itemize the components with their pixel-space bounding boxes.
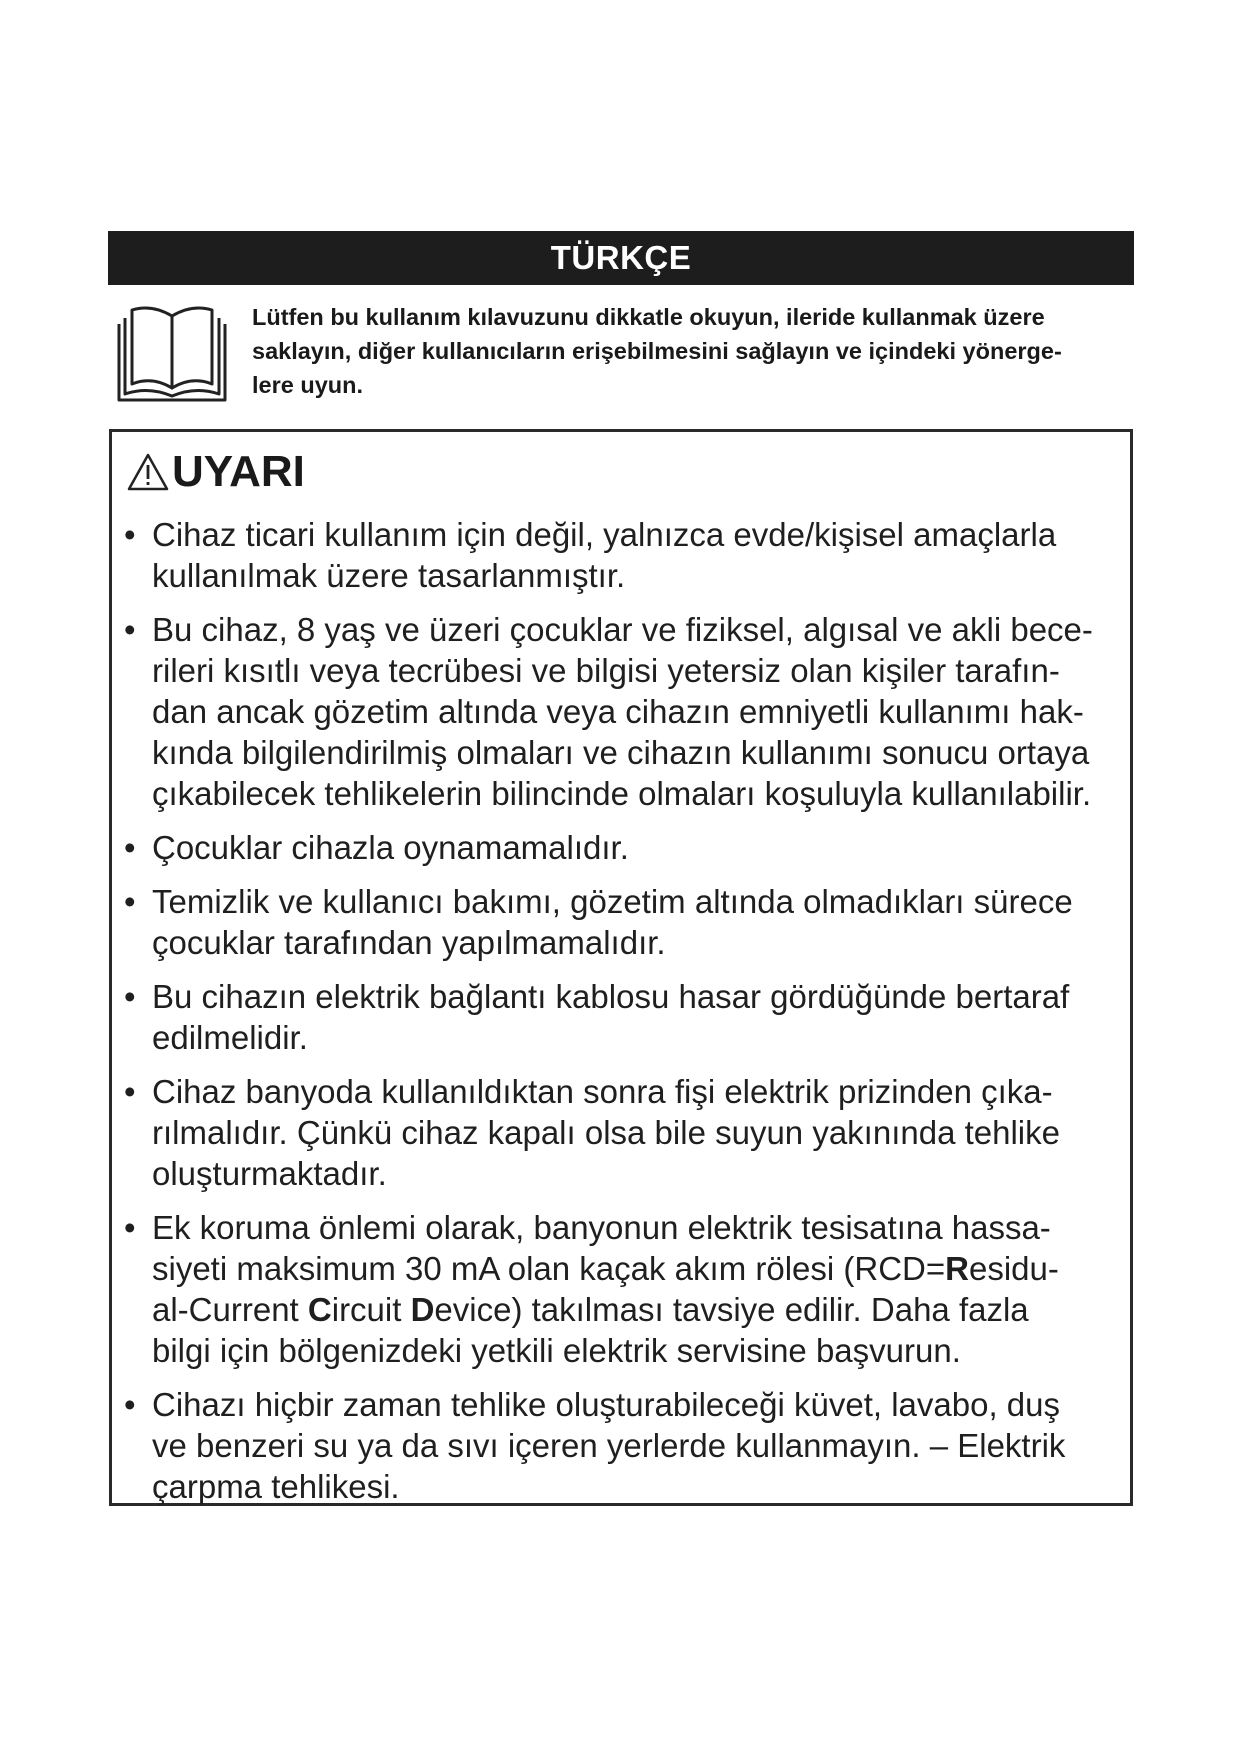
list-item	[124, 609, 1124, 814]
language-title: TÜRKÇE	[550, 239, 692, 276]
bullet: •	[124, 978, 136, 1015]
intro-line: saklayın, diğer kullanıcıların erişebilmesini sağlayın ve içindeki yönerge-	[252, 338, 1062, 364]
open-book-icon	[116, 304, 228, 404]
warning-triangle-icon	[126, 452, 170, 492]
item-line: Ek koruma önlemi olarak, banyonun elektrik tesisatına hassa-	[152, 1209, 1051, 1246]
list-item	[124, 1071, 1124, 1194]
item-line: Bu cihaz, 8 yaş ve üzeri çocuklar ve fiziksel, algısal ve akli bece-	[152, 611, 1093, 648]
item-line: Çocuklar cihazla oynamamalıdır.	[152, 829, 629, 866]
item-line: Temizlik ve kullanıcı bakımı, gözetim altında olmadıkları sürece	[152, 883, 1073, 920]
item-line: kında bilgilendirilmiş olmaları ve cihazın kullanımı sonucu ortaya	[152, 734, 1090, 771]
bullet: •	[124, 829, 136, 866]
item-line: rileri kısıtlı veya tecrübesi ve bilgisi yetersiz olan kişiler tarafın-	[152, 652, 1060, 689]
intro-line: Lütfen bu kullanım kılavuzunu dikkatle okuyun, ileride kullanmak üzere	[252, 304, 1045, 330]
warning-title	[126, 447, 305, 496]
acronym-letter: R	[945, 1250, 969, 1287]
intro-line: lere uyun.	[252, 372, 364, 398]
bullet: •	[124, 1386, 136, 1423]
language-header	[108, 231, 1134, 285]
text-segment: evice) takılması tavsiye edilir. Daha fazla	[434, 1291, 1029, 1328]
item-line: oluşturmaktadır.	[152, 1155, 387, 1192]
item-line: edilmelidir.	[152, 1019, 308, 1056]
bullet: •	[124, 883, 136, 920]
item-line: bilgi için bölgenizdeki yetkili elektrik servisine başvurun.	[152, 1332, 961, 1369]
list-item	[124, 827, 1124, 868]
bullet: •	[124, 516, 136, 553]
bullet: •	[124, 1073, 136, 1110]
acronym-letter: D	[410, 1291, 435, 1328]
list-item	[124, 1384, 1124, 1507]
item-line: çıkabilecek tehlikelerin bilincinde olmaları koşuluyla kullanılabilir.	[152, 775, 1092, 812]
list-item	[124, 1207, 1124, 1371]
item-line: Cihazı hiçbir zaman tehlike oluşturabileceği küvet, lavabo, duş	[152, 1386, 1060, 1423]
list-item	[124, 881, 1124, 963]
item-line	[152, 1248, 1124, 1289]
item-line: çocuklar tarafından yapılmamalıdır.	[152, 924, 666, 961]
text-segment: esidu-	[969, 1250, 1059, 1287]
list-item	[124, 976, 1124, 1058]
item-line: kullanılmak üzere tasarlanmıştır.	[152, 557, 626, 594]
warning-list	[124, 514, 1124, 1520]
text-segment: al-Current	[152, 1291, 308, 1328]
item-line: dan ancak gözetim altında veya cihazın emniyetli kullanımı hak-	[152, 693, 1084, 730]
warning-box	[109, 429, 1133, 1506]
intro-text	[252, 300, 1132, 402]
bullet: •	[124, 611, 136, 648]
item-line	[152, 1289, 1124, 1330]
item-line: ve benzeri su ya da sıvı içeren yerlerde kullanmayın. – Elektrik	[152, 1427, 1066, 1464]
acronym-letter: C	[307, 1291, 332, 1328]
item-line: çarpma tehlikesi.	[152, 1468, 400, 1505]
item-line: Cihaz banyoda kullanıldıktan sonra fişi elektrik prizinden çıka-	[152, 1073, 1053, 1110]
warning-title-text: UYARI	[172, 447, 305, 496]
item-line: Bu cihazın elektrik bağlantı kablosu hasar gördüğünde bertaraf	[152, 978, 1070, 1015]
item-line: Cihaz ticari kullanım için değil, yalnızca evde/kişisel amaçlarla	[152, 516, 1057, 553]
text-segment: siyeti maksimum 30 mA olan kaçak akım rölesi (RCD=	[152, 1250, 946, 1287]
item-line: rılmalıdır. Çünkü cihaz kapalı olsa bile suyun yakınında tehlike	[152, 1114, 1060, 1151]
bullet: •	[124, 1209, 136, 1246]
list-item	[124, 514, 1124, 596]
text-segment: ircuit	[331, 1291, 411, 1328]
